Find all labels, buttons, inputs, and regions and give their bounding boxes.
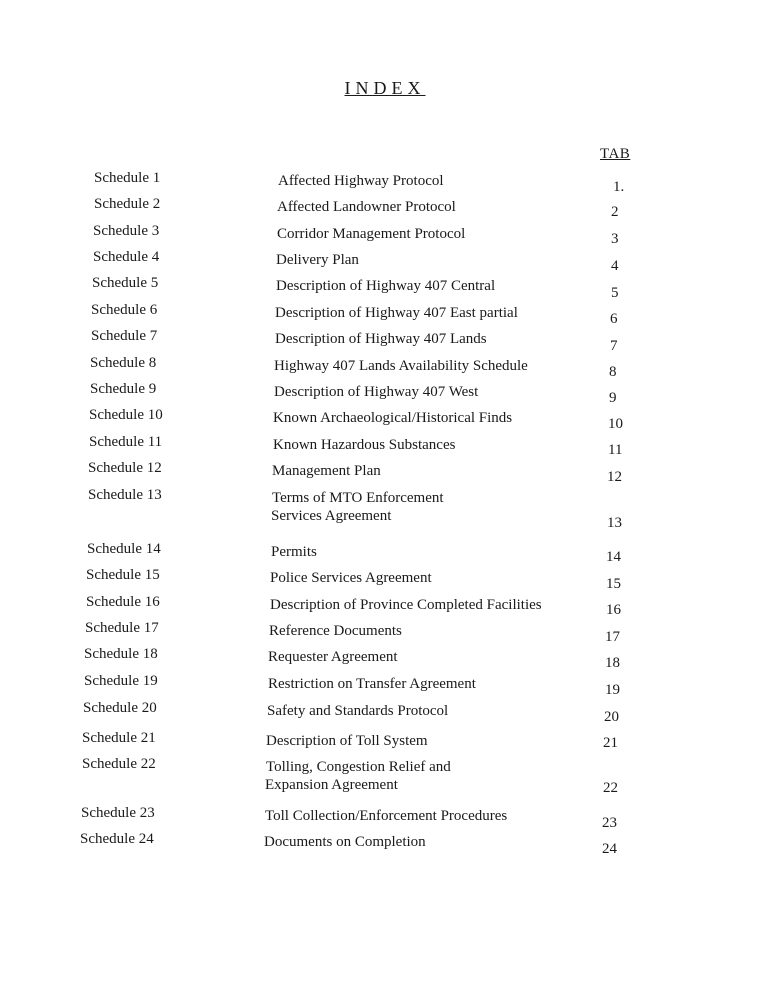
schedule-description: Restriction on Transfer Agreement xyxy=(268,676,476,692)
tab-number: 17 xyxy=(605,629,620,645)
schedule-description: Management Plan xyxy=(272,463,381,479)
tab-number: 22 xyxy=(603,780,618,796)
schedule-label: Schedule 23 xyxy=(81,805,155,821)
schedule-label: Schedule 1 xyxy=(94,170,161,186)
schedule-label: Schedule 11 xyxy=(89,434,163,450)
schedule-description: Documents on Completion xyxy=(264,834,426,850)
schedule-description: Highway 407 Lands Availability Schedule xyxy=(274,358,528,374)
schedule-description: Description of Highway 407 Lands xyxy=(275,331,487,347)
tab-number: 7 xyxy=(610,338,618,354)
schedule-label: Schedule 3 xyxy=(93,223,160,239)
schedule-label: Schedule 21 xyxy=(82,730,156,746)
tab-number: 8 xyxy=(609,364,617,380)
tab-number: 1. xyxy=(613,179,625,195)
schedule-description: Description of Province Completed Facilities xyxy=(270,597,542,613)
schedule-label: Schedule 10 xyxy=(89,407,163,423)
schedule-description: Tolling, Congestion Relief and xyxy=(266,759,451,775)
tab-number: 16 xyxy=(606,602,621,618)
schedule-description: Corridor Management Protocol xyxy=(277,226,466,242)
tab-number: 24 xyxy=(602,841,617,857)
schedule-label: Schedule 6 xyxy=(91,302,158,318)
page-title: INDEX xyxy=(344,78,426,98)
schedule-label: Schedule 22 xyxy=(82,756,156,772)
schedule-label: Schedule 20 xyxy=(83,700,157,716)
tab-column-header: TAB xyxy=(600,146,631,162)
schedule-label: Schedule 14 xyxy=(87,541,161,557)
schedule-label: Schedule 18 xyxy=(84,646,158,662)
schedule-description: Delivery Plan xyxy=(276,252,359,268)
schedule-description: Affected Landowner Protocol xyxy=(277,199,456,215)
tab-number: 9 xyxy=(609,390,617,406)
schedule-label: Schedule 9 xyxy=(90,381,157,397)
schedule-description: Affected Highway Protocol xyxy=(278,173,444,189)
schedule-description: Terms of MTO Enforcement xyxy=(272,490,444,506)
schedule-description: Safety and Standards Protocol xyxy=(267,703,449,719)
tab-number: 14 xyxy=(606,549,621,565)
schedule-description: Known Hazardous Substances xyxy=(273,437,456,453)
tab-number: 2 xyxy=(611,204,619,220)
tab-number: 10 xyxy=(608,416,623,432)
schedule-description: Description of Highway 407 West xyxy=(274,384,479,400)
tab-number: 11 xyxy=(608,442,623,458)
schedule-label: Schedule 24 xyxy=(80,831,154,847)
schedule-label: Schedule 13 xyxy=(88,487,162,503)
tab-number: 12 xyxy=(607,469,622,485)
schedule-label: Schedule 4 xyxy=(93,249,160,265)
schedule-description: Police Services Agreement xyxy=(270,570,432,586)
schedule-label: Schedule 19 xyxy=(84,673,158,689)
tab-number: 19 xyxy=(605,682,620,698)
tab-number: 13 xyxy=(607,515,622,531)
schedule-label: Schedule 12 xyxy=(88,460,162,476)
schedule-description: Requester Agreement xyxy=(268,649,398,665)
schedule-description: Permits xyxy=(271,544,317,560)
schedule-description: Description of Highway 407 East partial xyxy=(275,305,518,321)
tab-number: 4 xyxy=(611,258,619,274)
schedule-description: Expansion Agreement xyxy=(265,777,398,793)
tab-number: 6 xyxy=(610,311,618,327)
schedule-description: Toll Collection/Enforcement Procedures xyxy=(265,808,508,824)
tab-number: 21 xyxy=(603,735,618,751)
tab-number: 15 xyxy=(606,576,621,592)
schedule-description: Description of Highway 407 Central xyxy=(276,278,496,294)
tab-number: 23 xyxy=(602,815,617,831)
schedule-label: Schedule 17 xyxy=(85,620,159,636)
schedule-label: Schedule 7 xyxy=(91,328,158,344)
schedule-description: Reference Documents xyxy=(269,623,402,639)
schedule-label: Schedule 5 xyxy=(92,275,159,291)
tab-number: 18 xyxy=(605,655,620,671)
schedule-description: Known Archaeological/Historical Finds xyxy=(273,410,513,426)
schedule-label: Schedule 8 xyxy=(90,355,157,371)
tab-number: 5 xyxy=(611,285,619,301)
schedule-description: Services Agreement xyxy=(271,508,392,524)
schedule-label: Schedule 16 xyxy=(86,594,160,610)
schedule-label: Schedule 2 xyxy=(94,196,161,212)
schedule-description: Description of Toll System xyxy=(266,733,428,749)
schedule-label: Schedule 15 xyxy=(86,567,160,583)
tab-number: 3 xyxy=(611,231,619,247)
tab-number: 20 xyxy=(604,709,619,725)
